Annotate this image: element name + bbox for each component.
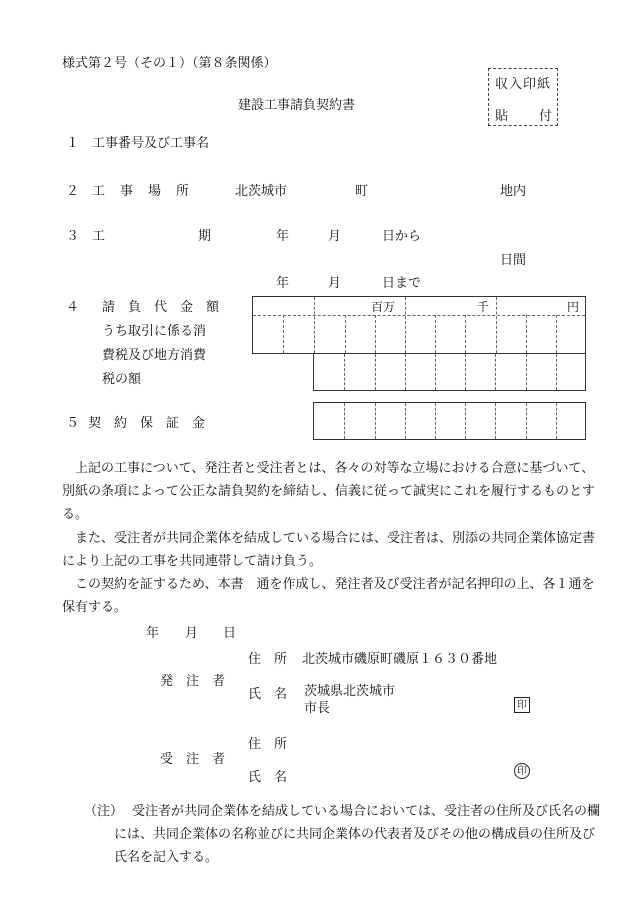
- contractor-seal-mark: 印: [514, 763, 530, 779]
- contractor-address-label: 住 所: [248, 737, 288, 752]
- contractor-name-label: 氏 名: [248, 770, 288, 785]
- item2-city: 北茨城市: [235, 184, 288, 199]
- item4-number: ４: [66, 300, 80, 315]
- item2-town: 町: [355, 184, 369, 199]
- note-text: 受注者が共同企業体を結成している場合においては、受注者の住所及び氏名の欄には、共同企業体の名称並びに共同企業体の代表者及びその他の構成員の住所及び氏名を記入する。: [114, 804, 601, 865]
- item3-year-to: 年: [276, 276, 290, 291]
- stamp-paste-left: 貼: [495, 109, 509, 124]
- date-year: 年: [146, 626, 160, 641]
- item4-label-line3: 費税及び地方消費: [102, 348, 207, 363]
- orderer-address-label: 住 所: [248, 652, 288, 667]
- item1-number: １: [66, 136, 80, 151]
- item3-label-a: 工: [92, 229, 106, 244]
- item4-label-line1: 請 負 代 金 額: [102, 300, 220, 315]
- form-label: 様式第２号（その１）（第８条関係）: [62, 56, 277, 71]
- item3-day-to: 日まで: [382, 276, 422, 291]
- item5-label: 契 約 保 証 金: [88, 416, 206, 431]
- revenue-stamp-box: [488, 68, 558, 126]
- orderer-name-label: 氏 名: [248, 687, 288, 702]
- document-title: 建設工事請負契約書: [238, 98, 356, 113]
- body-paragraph-1: 上記の工事について、発注者と受注者とは、各々の対等な立場における合意に基づいて、別紙の条項によって公正な請負契約を締結し、信義に従って誠実にこれを履行するものとする。: [62, 461, 596, 522]
- item2-area: 地内: [500, 184, 527, 199]
- body-paragraph-3: この契約を証するため、本書 通を作成し、発注者及び受注者が記名押印の上、各１通を保有する。: [62, 577, 595, 615]
- item4-label-line4: 税の額: [102, 372, 142, 387]
- item4-label-line2: うち取引に係る消: [102, 324, 207, 339]
- item3-year-from: 年: [276, 229, 290, 244]
- item5-number: ５: [66, 416, 80, 431]
- item3-days: 日間: [500, 253, 527, 268]
- item3-number: ３: [66, 229, 80, 244]
- item1-label: 工事番号及び工事名: [92, 136, 210, 151]
- unit-million: 百万: [371, 300, 396, 314]
- stamp-label: 収入印紙: [495, 77, 552, 92]
- item3-label-b: 期: [198, 229, 212, 244]
- contract-guarantee-grid[interactable]: [313, 402, 586, 440]
- orderer-name-line1: 茨城県北茨城市: [304, 684, 396, 699]
- orderer-name-line2: 市長: [304, 701, 331, 716]
- item2-label: 工 事 場 所: [92, 184, 191, 199]
- orderer-address: 北茨城市磯原町磯原１６３０番地: [302, 652, 498, 667]
- stamp-paste-right: 付: [539, 109, 553, 124]
- tax-amount-grid[interactable]: [313, 353, 586, 391]
- orderer-role: 発 注 者: [160, 674, 226, 689]
- unit-yen: 円: [567, 300, 580, 314]
- item3-month-from: 月: [328, 229, 342, 244]
- item3-day-from: 日から: [382, 229, 422, 244]
- date-day: 日: [223, 626, 237, 641]
- orderer-seal-mark: 印: [514, 697, 530, 713]
- item3-month-to: 月: [328, 276, 342, 291]
- item2-number: ２: [66, 184, 80, 199]
- note-label: （注）: [84, 804, 124, 819]
- date-month: 月: [185, 626, 199, 641]
- contract-amount-grid[interactable]: [252, 296, 586, 354]
- contractor-role: 受 注 者: [160, 752, 226, 767]
- body-paragraph-2: また、受注者が共同企業体を結成している場合には、受注者は、別添の共同企業体協定書により上記の工事を共同連帯して請け負う。: [62, 531, 596, 569]
- unit-thousand: 千: [477, 300, 490, 314]
